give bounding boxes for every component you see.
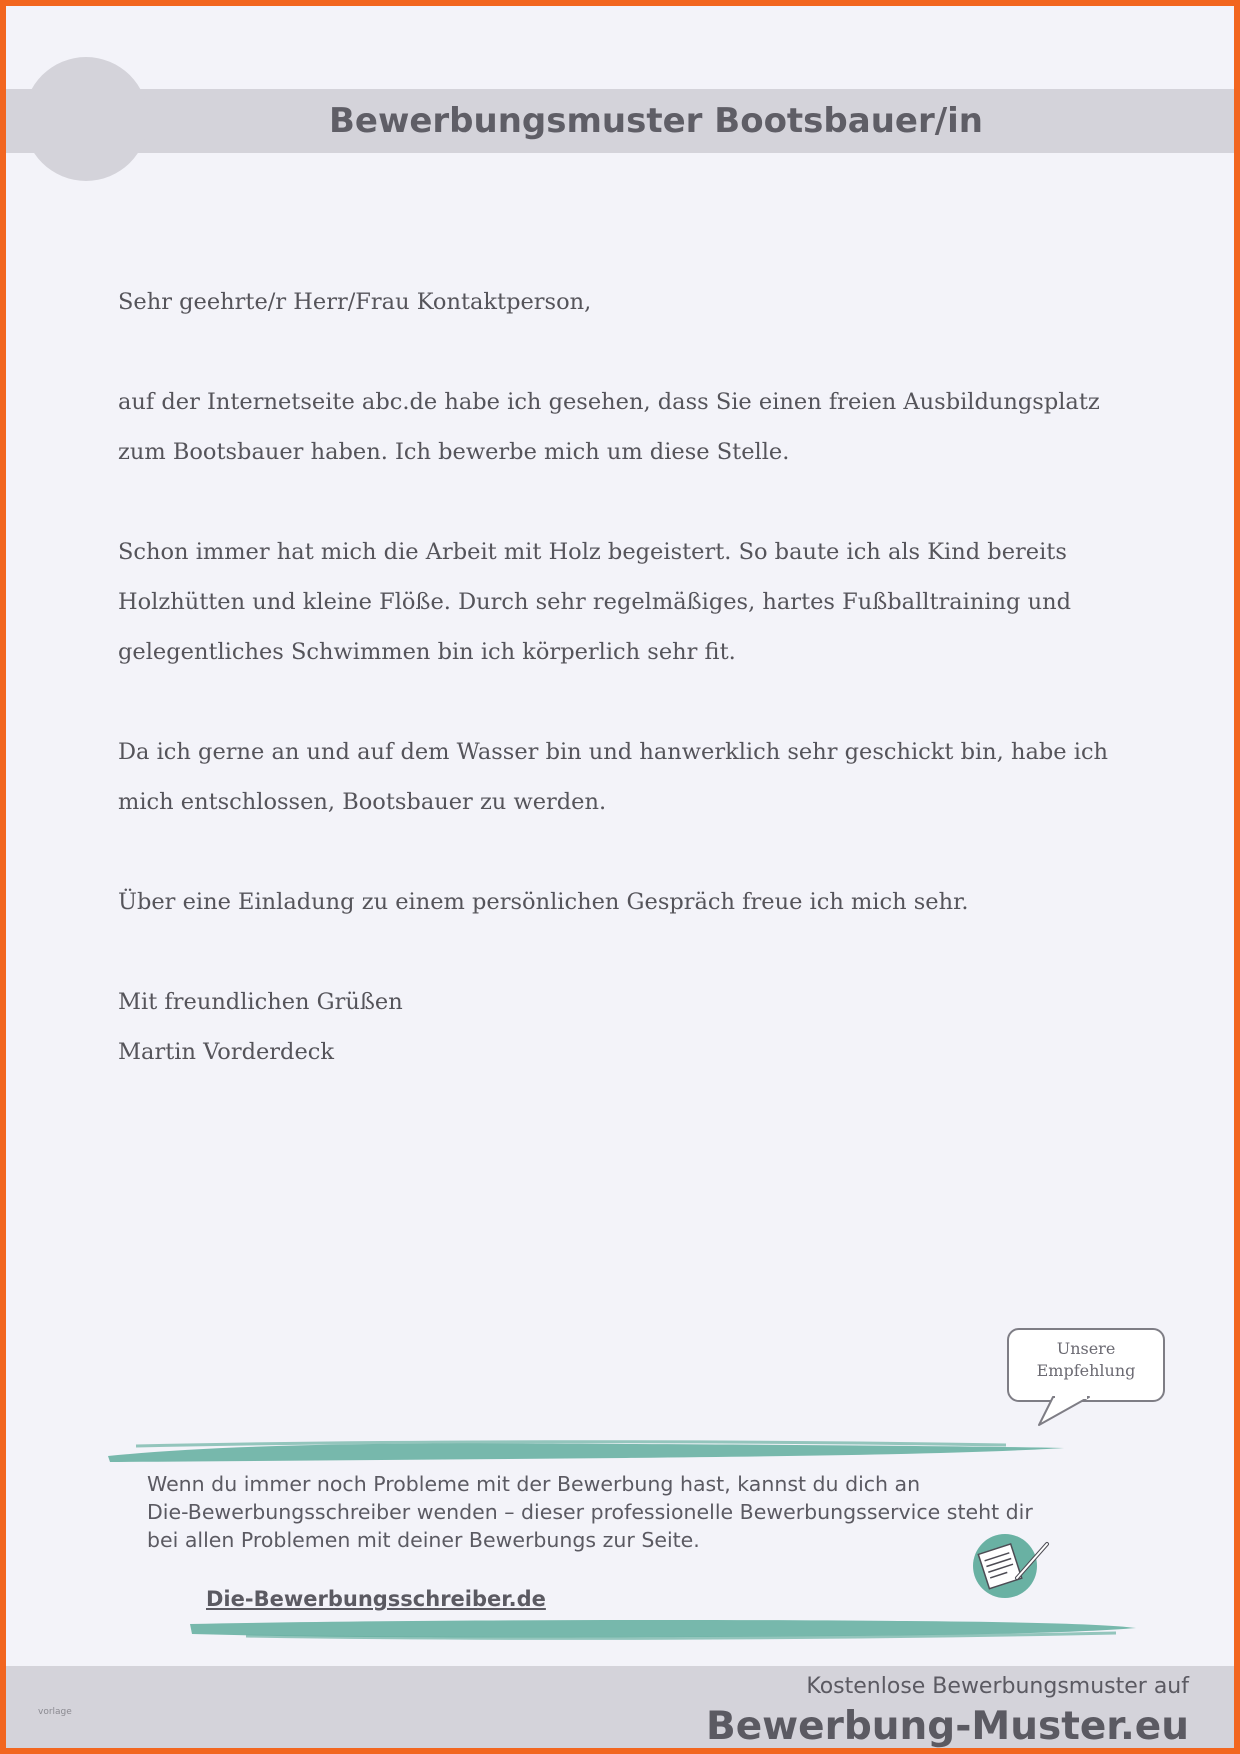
recommendation-line-2: Die-Bewerbungsschreiber wenden – dieser professionelle Bewerbungsservice steht dir [147,1500,1033,1524]
paragraph-2-line-1: Schon immer hat mich die Arbeit mit Holz begeistert. So baute ich als Kind bereits [118,539,1067,565]
bubble-line-2: Empfehlung [1036,1361,1136,1380]
paragraph-4: Über eine Einladung zu einem persönlichen Gespräch freue ich mich sehr. [118,889,969,915]
footer-small-label: vorlage [38,1707,72,1717]
footer-tagline: Kostenlose Bewerbungsmuster auf [806,1674,1189,1699]
paragraph-2-line-3: gelegentliches Schwimmen bin ich körperlich sehr fit. [118,639,736,665]
salutation: Sehr geehrte/r Herr/Frau Kontaktperson, [118,289,592,315]
bewerbungsschreiber-link[interactable]: Die-Bewerbungsschreiber.de [206,1587,546,1611]
paragraph-2-line-2: Holzhütten und kleine Flöße. Durch sehr regelmäßiges, hartes Fußballtraining und [118,589,1071,615]
decorative-circle [24,57,148,181]
bubble-line-1: Unsere [1056,1339,1116,1358]
paragraph-1-line-2: zum Bootsbauer haben. Ich bewerbe mich um diese Stelle. [118,439,790,465]
brush-stroke-top [106,1438,1066,1464]
footer-site-name[interactable]: Bewerbung-Muster.eu [705,1704,1189,1749]
recommendation-bubble [1007,1328,1165,1402]
document-pen-icon [973,1534,1037,1598]
signature: Martin Vorderdeck [118,1039,335,1065]
brush-stroke-bottom [186,1616,1138,1642]
recommendation-line-1: Wenn du immer noch Probleme mit der Bewerbung hast, kannst du dich an [147,1472,921,1496]
bubble-tail-icon [1033,1395,1093,1429]
paragraph-1-line-1: auf der Internetseite abc.de habe ich gesehen, dass Sie einen freien Ausbildungsplatz [118,389,1100,415]
recommendation-line-3: bei allen Problemen mit deiner Bewerbungs zur Seite. [147,1528,700,1552]
paragraph-3-line-2: mich entschlossen, Bootsbauer zu werden. [118,789,607,815]
paragraph-3-line-1: Da ich gerne an und auf dem Wasser bin und hanwerklich sehr geschickt bin, habe ich [118,739,1109,765]
page-title: Bewerbungsmuster Bootsbauer/in [328,101,984,141]
closing: Mit freundlichen Grüßen [118,989,403,1015]
